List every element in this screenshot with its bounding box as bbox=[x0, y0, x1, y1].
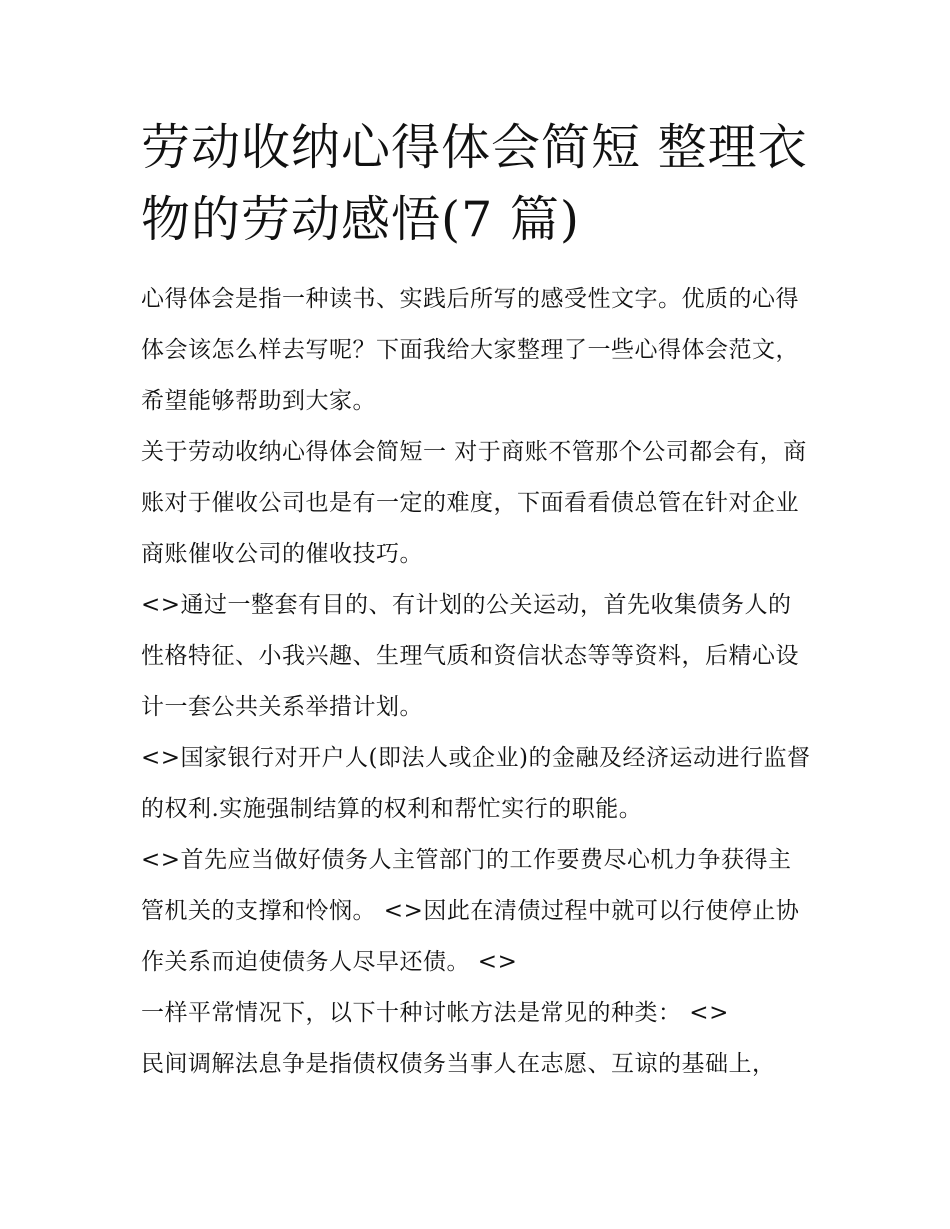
paragraph-methods-intro: 一样平常情况下，以下十种讨帐方法是常见的种类： <> bbox=[141, 1000, 729, 1026]
paragraph-mediation: 民间调解法息争是指债权债务当事人在志愿、互谅的基础上， bbox=[141, 1051, 776, 1077]
paragraph-public-relations: <>通过一整套有目的、有计划的公关运动，首先收集债务人的性格特征、小我兴趣、生理气质和资信状态等等资料，后精心设计一套公共关系举措计划。 bbox=[141, 592, 799, 720]
paragraph-intro: 心得体会是指一种读书、实践后所写的感受性文字。优质的心得体会该怎么样去写呢？下面我给大家整理了一些心得体会范文，希望能够帮助到大家。 bbox=[141, 286, 799, 414]
document-title: 劳动收纳心得体会简短 整理衣物的劳动感悟(7 篇) bbox=[141, 119, 808, 248]
paragraph-essay-one: 关于劳动收纳心得体会简短一 对于商账不管那个公司都会有，商账对于催收公司也是有一定的难度，下面看看债总管在针对企业商账催收公司的催收技巧。 bbox=[141, 439, 807, 567]
document-body bbox=[141, 112, 813, 1090]
paragraph-bank-supervision: <>国家银行对开户人(即法人或企业)的金融及经济运动进行监督的权利.实施强制结算的权利和帮忙实行的职能。 bbox=[141, 745, 811, 822]
paragraph-authority-support: <>首先应当做好债务人主管部门的工作要费尽心机力争获得主管机关的支撑和怜悯。 <>因此在清债过程中就可以行使停止协作关系而迫使债务人尽早还债。 <> bbox=[141, 847, 800, 975]
